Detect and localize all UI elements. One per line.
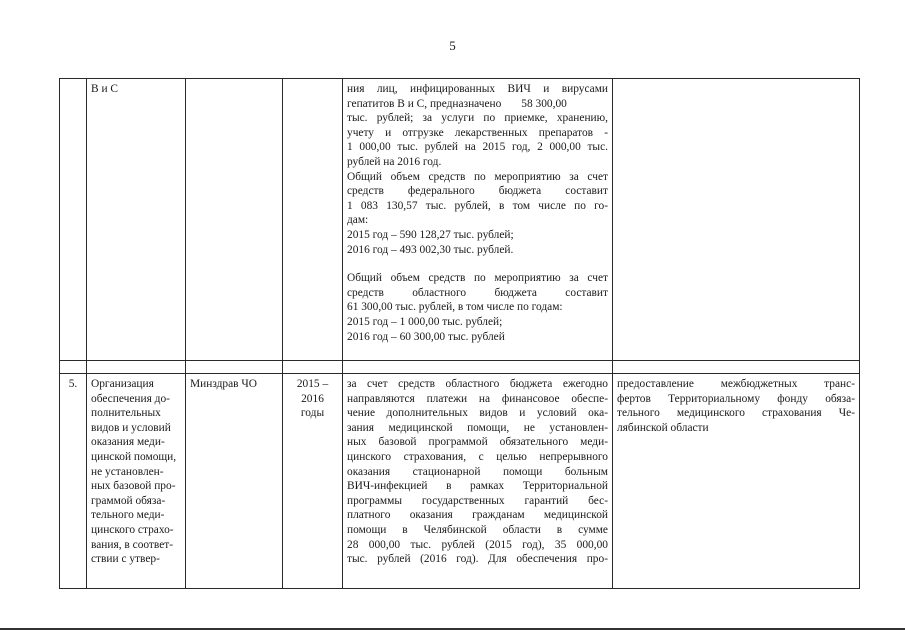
text-line: видов и условий <box>91 421 171 434</box>
result-cell <box>613 374 860 589</box>
text-line: программы государственных гарантий бес- <box>347 494 608 507</box>
text-line: средств федерального бюджета составит <box>347 185 608 198</box>
text-line: направляются платежи на финансовое обеспе- <box>347 392 608 405</box>
result-cell <box>613 79 860 361</box>
text-line: ных базовой про- <box>91 480 176 493</box>
text-line: Общий объем средств по мероприятию за счет <box>347 170 608 183</box>
text-line: тельного медицинского страхования Че- <box>617 407 855 420</box>
text-line: граммой обяза- <box>91 494 166 507</box>
text-line: дам: <box>347 214 369 227</box>
text-line: тыс. рублей; за услуги по приемке, хранению, <box>347 112 608 125</box>
text-line: не установлен- <box>91 465 164 478</box>
text-line: 28 000,00 тыс. рублей (2015 год), 35 000,00 <box>347 538 608 551</box>
text-line: 1 083 130,57 тыс. рублей, в том числе по го- <box>347 199 608 212</box>
text-line: ных базовой программой обязательного меди- <box>347 436 608 449</box>
table-row <box>60 79 860 361</box>
text-line: платного оказания гражданам медицинской <box>347 509 608 522</box>
paragraph-gap <box>347 257 608 271</box>
description-cell <box>343 374 613 589</box>
scan-edge-line <box>0 628 905 630</box>
text-line: тельного меди- <box>91 509 165 522</box>
text-line: рублей на 2016 год. <box>347 155 442 168</box>
text-line: оказания стационарной помощи больным <box>347 465 608 478</box>
text-line: тыс. рублей (2016 год). Для обеспечения про- <box>347 553 608 566</box>
text-line: оказания меди- <box>91 436 165 449</box>
table-row <box>60 374 860 589</box>
executor-cell <box>186 79 283 361</box>
text-line: обеспечения до- <box>91 392 170 405</box>
text-line: 2015 год – 1 000,00 тыс. рублей; <box>347 315 503 328</box>
text-line: цинского страхо- <box>91 523 174 536</box>
description-cell <box>343 79 613 361</box>
text-line: 2015 – <box>296 378 329 390</box>
text-line: 2016 год – 60 300,00 тыс. рублей <box>347 330 505 343</box>
text-line: цинской помощи, <box>91 450 177 463</box>
activity-cell: В и С <box>87 79 186 361</box>
text-line: вания, в соответ- <box>91 538 174 551</box>
text-line: 2015 год – 590 128,27 тыс. рублей; <box>347 228 514 241</box>
text-line: средств областного бюджета составит <box>347 286 608 299</box>
text-line: Общий объем средств по мероприятию за счет <box>347 272 608 285</box>
row-separator <box>60 361 860 374</box>
executor-cell: Минздрав ЧО <box>186 374 283 589</box>
period-cell <box>283 374 343 589</box>
activity-cell <box>87 374 186 589</box>
text-line: лябинской области <box>617 421 709 434</box>
row-number-cell: 5. <box>60 374 87 589</box>
text-line: гепатитов В и С, предназначено 58 300,00 <box>347 97 567 110</box>
text-line: за счет средств областного бюджета ежегодно <box>347 378 608 390</box>
text-line: полнительных <box>91 407 161 420</box>
activities-table <box>59 78 860 589</box>
text-line: 2016 год – 493 002,30 тыс. рублей. <box>347 243 514 256</box>
text-line: предоставление межбюджетных транс- <box>617 378 855 390</box>
text-line: учету и отгрузке лекарственных препаратов - <box>347 126 608 139</box>
text-line: помощи в Челябинской области в сумме <box>347 523 608 536</box>
text-line: 2016 <box>301 392 324 405</box>
text-line: фертов Территориальному фонду обяза- <box>617 392 855 405</box>
text-line: ВИЧ-инфекцией в рамках Территориальной <box>347 480 608 493</box>
period-cell <box>283 79 343 361</box>
text-line: зания медицинской помощи, не установлен- <box>347 421 608 434</box>
text-line: ния лиц, инфицированных ВИЧ и вирусами <box>347 83 608 95</box>
text-line: 61 300,00 тыс. рублей, в том числе по годам: <box>347 301 563 314</box>
text-line: чение дополнительных видов и условий ока- <box>347 407 608 420</box>
text-line: цинского страхования, с целью непрерывного <box>347 450 608 463</box>
text-line: ствии с утвер- <box>91 553 160 566</box>
row-number-cell <box>60 79 87 361</box>
text-line: Организация <box>91 378 154 390</box>
text-line: 1 000,00 тыс. рублей на 2015 год, 2 000,00 тыс. <box>347 141 608 154</box>
text-line: годы <box>300 407 325 420</box>
page-number: 5 <box>449 38 456 53</box>
